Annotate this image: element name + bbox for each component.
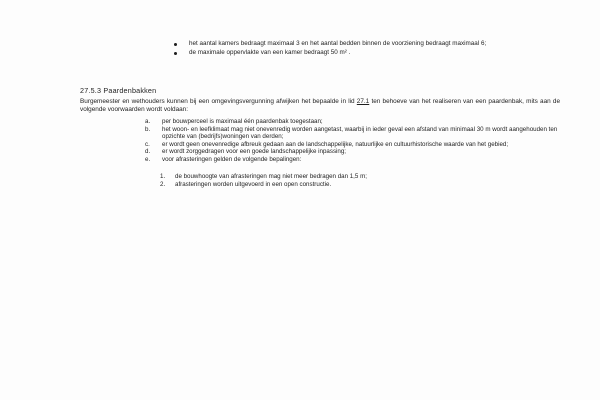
sub-condition-text: de bouwhoogte van afrasteringen mag niet meer bedragen dan 1,5 m; [175, 173, 367, 180]
condition-text: voor afrasteringen gelden de volgende bepalingen: [162, 155, 302, 163]
bullet-list [174, 40, 574, 58]
section-intro [80, 98, 560, 115]
bullet-text: het aantal kamers bedraagt maximaal 3 en het aantal bedden binnen de voorziening bedraagt maximaal 6; [189, 40, 487, 47]
condition-list [145, 118, 565, 164]
bullet-item [174, 49, 574, 57]
intro-text-before: Burgemeester en wethouders kunnen bij een omgevingsvergunning afwijken het bepaalde in lid [80, 98, 357, 105]
condition-text: het woon- en leefklimaat mag niet onevenredig worden aangetast, waarbij in ieder geval een afstand van minimaal 30 m wordt aangehouden ten opzichte van (bedrijfs)woningen van derden; [162, 125, 558, 141]
condition-item [145, 126, 565, 141]
sub-condition-item [160, 181, 560, 189]
bullet-text: de maximale oppervlakte van een kamer bedraagt 50 m² . [189, 49, 351, 57]
condition-marker: e. [145, 155, 151, 163]
sub-condition-marker: 2. [160, 181, 166, 189]
condition-marker: a. [145, 118, 151, 125]
sub-condition-marker: 1. [160, 173, 166, 180]
condition-marker: b. [145, 125, 151, 133]
condition-item [145, 148, 565, 156]
condition-marker: d. [145, 148, 151, 156]
section-title: 27.5.3 Paardenbakken [80, 86, 157, 95]
condition-text: per bouwperceel is maximaal één paardenbak toegestaan; [162, 118, 323, 125]
condition-item [145, 118, 565, 126]
bullet-item [174, 40, 574, 48]
sub-condition-list [160, 173, 560, 189]
condition-text: er wordt zorggedragen voor een goede landschappelijke inpassing; [162, 148, 347, 156]
article-reference-link: 27.1 [356, 98, 370, 105]
condition-marker: c. [145, 140, 150, 148]
bullet-dot-icon [174, 43, 177, 46]
sub-condition-text: afrasteringen worden uitgevoerd in een open constructie. [175, 181, 332, 189]
sub-condition-item [160, 173, 560, 181]
condition-text: er wordt geen onevenredige afbreuk gedaan aan de landschappelijke, natuurlijke en cultuurhistorische waarde van het gebied; [162, 140, 509, 148]
intro-text-after: ten behoeve van het realiseren van een paardenbak, mits aan de volgende voorwaarden wordt voldaan: [80, 98, 561, 114]
bullet-dot-icon [174, 52, 177, 55]
condition-item [145, 141, 565, 149]
condition-item [145, 156, 565, 164]
